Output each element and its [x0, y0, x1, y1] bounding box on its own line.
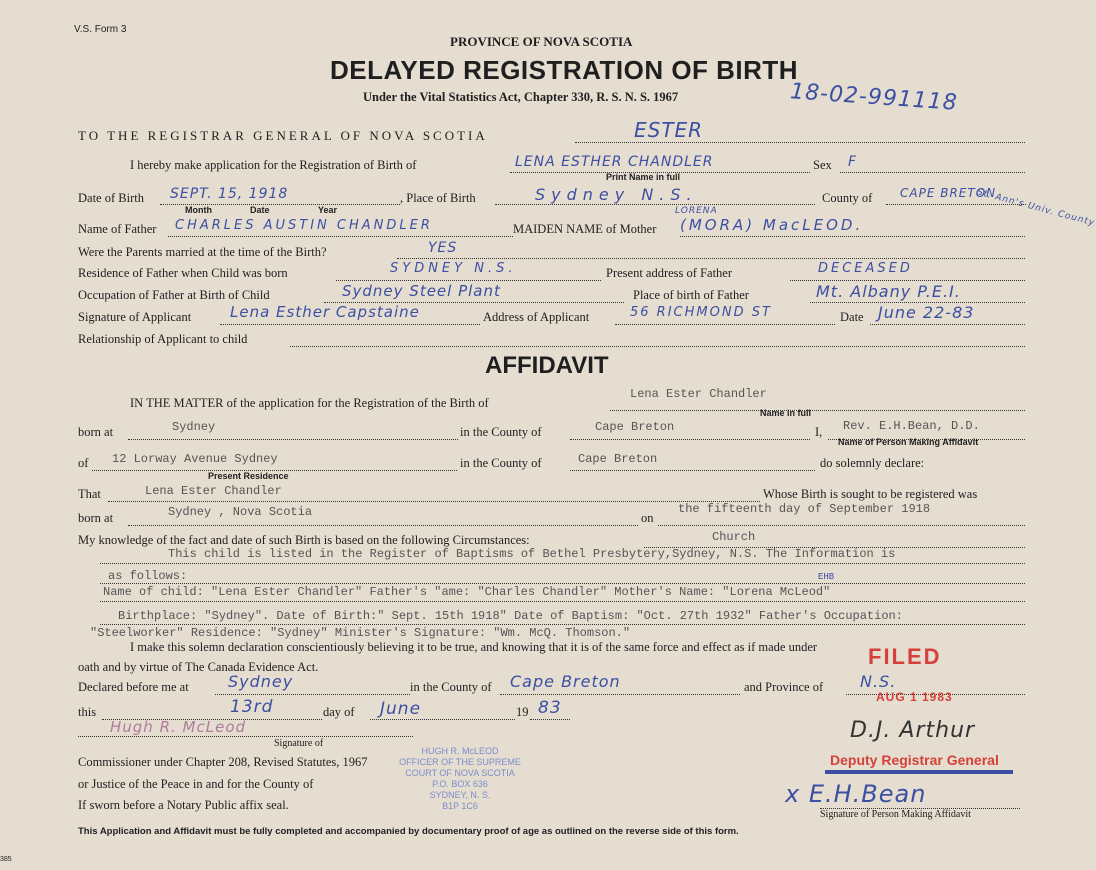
applicant-signature: Lena Esther Capstaine: [230, 303, 420, 321]
maiden-note: LORENA: [675, 206, 718, 216]
married-value: YES: [428, 240, 458, 256]
of-value: 12 Lorway Avenue Sydney: [112, 452, 278, 466]
commissioner-label: Commissioner under Chapter 208, Revised Statutes, 1967: [78, 755, 368, 769]
commissioner-stamp: HUGH R. McLEOD OFFICER OF THE SUPREME COURT OF NOVA SCOTIA P.O. BOX 636 SYDNEY, N. S. B1P 1C6: [399, 746, 521, 811]
declared-value: Sydney: [228, 672, 294, 691]
province-heading: PROVINCE OF NOVA SCOTIA: [450, 34, 633, 49]
circumstance-insert: EHB: [818, 572, 835, 582]
declare-label: do solemnly declare:: [820, 456, 925, 470]
county-note: St. Ann's Univ. County: [975, 187, 1096, 229]
month-value: June: [380, 699, 422, 719]
signature-label: Signature of Applicant: [78, 310, 192, 324]
province-value: N.S.: [860, 672, 897, 691]
commissioner-signature-scrawl: Hugh R. McLeod: [110, 718, 247, 736]
form-number: V.S. Form 3: [74, 24, 127, 35]
applicant-name: LENA ESTHER CHANDLER: [515, 154, 714, 170]
intro-label: I hereby make application for the Registration of Birth of: [130, 158, 417, 172]
margin-number: 385: [0, 856, 12, 863]
year-hint: Year: [318, 205, 338, 215]
file-number: 18-02-991118: [789, 79, 959, 116]
matter-value: Lena Ester Chandler: [630, 387, 767, 401]
sex-label: Sex: [813, 158, 832, 172]
county-value: CAPE BRETON: [900, 186, 997, 200]
date-hint: Date: [250, 205, 270, 215]
solemn-declaration: I make this solemn declaration conscientiously believing it to be true, and knowing that it is of the same force and effect as if made under: [130, 640, 818, 654]
circumstance-line-2: as follows:: [108, 569, 188, 583]
on-value: the fifteenth day of September 1918: [678, 502, 931, 516]
father-birthplace-value: Mt. Albany P.E.I.: [816, 282, 961, 301]
residence-value: SYDNEY N.S.: [390, 261, 517, 276]
name-correction: ESTER: [634, 118, 704, 142]
name-in-full-hint: Name in full: [760, 408, 812, 418]
father-birthplace-label: Place of birth of Father: [633, 288, 749, 302]
year-prefix: 19: [516, 705, 529, 719]
father-label: Name of Father: [78, 222, 157, 236]
circumstance-line-3: Name of child: "Lena Ester Chandler" Father's "ame: "Charles Chandler" Mother's Name: "Lorena McLeod": [103, 585, 831, 599]
in-county-label: in the County of: [460, 425, 542, 439]
that-value: Lena Ester Chandler: [145, 484, 282, 498]
circumstance-line-4: Birthplace: "Sydney". Date of Birth:" Sept. 15th 1918" Date of Baptism: "Oct. 27th 1932" Father's Occupation:: [118, 609, 903, 623]
circumstance-line-1: This child is listed in the Register of Baptisms of Bethel Presbytery,Sydney, N.S. The Information is: [168, 547, 896, 561]
occupation-label: Occupation of Father at Birth of Child: [78, 288, 270, 302]
registrar-signature: D.J. Arthur: [850, 718, 976, 743]
signature-of-label: Signature of: [274, 738, 324, 749]
church-insert: Church: [712, 530, 756, 544]
county-label: County of: [822, 191, 873, 205]
form-title: DELAYED REGISTRATION OF BIRTH: [330, 55, 799, 85]
affiant-hint: Name of Person Making Affidavit: [838, 437, 979, 447]
act-reference: Under the Vital Statistics Act, Chapter 330, R. S. N. S. 1967: [363, 90, 679, 104]
married-label: Were the Parents married at the time of the Birth?: [78, 245, 327, 259]
whose-birth-label: Whose Birth is sought to be registered was: [763, 487, 978, 501]
on-label: on: [641, 511, 654, 525]
that-label: That: [78, 487, 101, 501]
filed-date-stamp: AUG 1 1983: [876, 690, 953, 704]
address-label: Address of Applicant: [483, 310, 590, 324]
father-value: CHARLES AUSTIN CHANDLER: [175, 218, 433, 233]
i-label: I,: [815, 425, 823, 439]
occupation-value: Sydney Steel Plant: [342, 282, 501, 300]
born-at2-value: Sydney , Nova Scotia: [168, 505, 313, 519]
relationship-label: Relationship of Applicant to child: [78, 332, 248, 346]
solemn-declaration-2: oath and by virtue of The Canada Evidence Act.: [78, 660, 319, 674]
affidavit-heading: AFFIDAVIT: [485, 352, 609, 379]
place-label: , Place of Birth: [400, 191, 476, 205]
justice-label: or Justice of the Peace in and for the County of: [78, 777, 314, 791]
sex-value: F: [848, 154, 858, 170]
month-hint: Month: [185, 205, 212, 215]
knowledge-label: My knowledge of the fact and date of such Birth is based on the following Circumstances:: [78, 533, 530, 547]
of-label: of: [78, 456, 89, 470]
born-at-label-2: born at: [78, 511, 114, 525]
present-address-label: Present address of Father: [606, 266, 733, 280]
date-label: Date: [840, 310, 864, 324]
maiden-value: (MORA) MacLEOD.: [680, 216, 864, 234]
county2-value: Cape Breton: [578, 452, 658, 466]
province-label: and Province of: [744, 680, 824, 694]
deputy-underline: [825, 770, 1013, 774]
in-county-label-2: in the County of: [460, 456, 542, 470]
born-at-value: Sydney: [172, 420, 216, 434]
circumstance-line-5: "Steelworker" Residence: "Sydney" Minister's Signature: "Wm. McQ. Thomson.": [90, 626, 631, 640]
matter-label: IN THE MATTER of the application for the Registration of the Birth of: [130, 396, 489, 410]
born-at-label: born at: [78, 425, 114, 439]
place-value: Sydney N.S.: [535, 185, 698, 204]
deputy-registrar-stamp: Deputy Registrar General: [830, 752, 999, 768]
year-value: 83: [538, 698, 562, 718]
affiant-signature-label: Signature of Person Making Affidavit: [820, 809, 971, 820]
present-address-value: DECEASED: [818, 261, 913, 276]
affiant-name: Rev. E.H.Bean, D.D.: [843, 419, 980, 433]
county3-value: Cape Breton: [510, 672, 621, 691]
address-value: 56 RICHMOND ST: [630, 305, 772, 320]
notary-label: If sworn before a Notary Public affix seal.: [78, 798, 289, 812]
footer-note: This Application and Affidavit must be fully completed and accompanied by documentary proof of age as outlined on the reverse side of this form.: [78, 826, 739, 837]
filed-stamp: FILED: [868, 644, 942, 669]
county-value-affidavit: Cape Breton: [595, 420, 675, 434]
present-residence-hint: Present Residence: [208, 471, 289, 481]
this-label: this: [78, 705, 97, 719]
dob-label: Date of Birth: [78, 191, 144, 205]
to-registrar: TO THE REGISTRAR GENERAL OF NOVA SCOTIA: [78, 128, 488, 143]
print-hint: Print Name in full: [606, 172, 681, 182]
dob-value: SEPT. 15, 1918: [170, 186, 289, 202]
declared-label: Declared before me at: [78, 680, 189, 694]
county3-label: in the County of: [410, 680, 492, 694]
affiant-signature: x E.H.Bean: [785, 780, 927, 808]
this-value: 13rd: [230, 697, 274, 717]
maiden-label: MAIDEN NAME of Mother: [513, 222, 657, 236]
residence-label: Residence of Father when Child was born: [78, 266, 288, 280]
day-of-label: day of: [323, 705, 355, 719]
date-value: June 22-83: [878, 303, 975, 322]
